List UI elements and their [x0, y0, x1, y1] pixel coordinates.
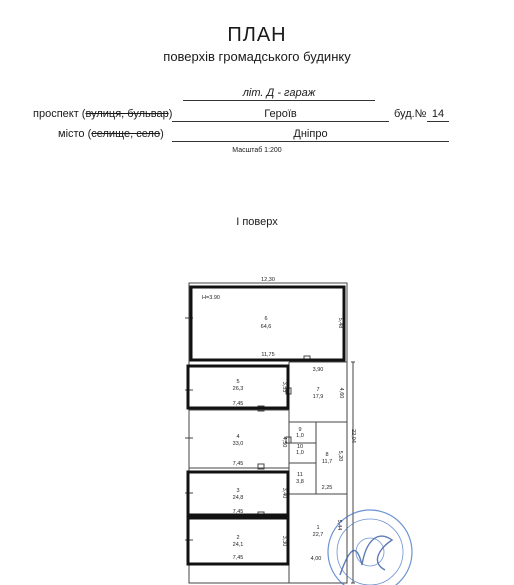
- room-4-area: 33,0: [232, 441, 244, 447]
- top-dim-label: 12,30: [261, 277, 275, 283]
- dim-4-00: 4,00: [310, 556, 322, 562]
- room-3-area: 24,8: [232, 495, 244, 501]
- room-1-id: 1: [316, 525, 320, 531]
- dim-4-60: 4,60: [338, 387, 344, 399]
- street-label: проспект (вулиця, бульвар): [33, 108, 173, 120]
- room-7-area: 17,9: [312, 394, 324, 400]
- room-9-id: 9: [298, 427, 302, 433]
- dim-4-50: 4,50: [281, 436, 287, 448]
- city-struck-text: селище, село: [91, 128, 161, 140]
- city-label: місто (селище, село): [58, 128, 164, 140]
- dim-7-45-d: 7,45: [232, 555, 244, 561]
- street-value: Героїв: [172, 108, 389, 122]
- building-lit: літ. Д - гараж: [183, 87, 375, 101]
- room-4-id: 4: [236, 434, 240, 440]
- room-9-area: 1,0: [296, 433, 304, 439]
- room-10-area: 1,0: [296, 450, 304, 456]
- room-11-id: 11: [297, 472, 303, 478]
- room-2-id: 2: [236, 535, 240, 541]
- dim-2-25: 2,25: [321, 485, 333, 491]
- bud-label: буд.№: [394, 108, 427, 120]
- plan-subtitle: поверхів громадського будинку: [163, 49, 351, 64]
- dim-5-48: 5,48: [337, 317, 343, 329]
- dim-3-40: 3,40: [281, 487, 287, 499]
- dim-7-45-a: 7,45: [232, 401, 244, 407]
- room-6-id: 6: [264, 316, 268, 322]
- room-1-area: 22,7: [312, 532, 324, 538]
- plan-title: ПЛАН: [227, 24, 287, 46]
- dim-7-45-b: 7,45: [232, 461, 244, 467]
- dim-11-75: 11,75: [261, 352, 275, 358]
- room-3-id: 3: [236, 488, 240, 494]
- bud-value: 14: [427, 108, 449, 122]
- room-5-area: 26,3: [232, 386, 244, 392]
- dim-5-20: 5,20: [337, 450, 343, 462]
- floor-label: І поверх: [236, 216, 278, 228]
- street-struck-text: вулиця, бульвар: [85, 108, 169, 120]
- city-value: Дніпро: [172, 128, 449, 142]
- room-5-id: 5: [236, 379, 240, 385]
- room-2-area: 24,1: [232, 542, 244, 548]
- dim-3-90: 3,90: [312, 367, 324, 373]
- dim-22-04: 22,04: [350, 429, 356, 443]
- room-8-area: 11,7: [321, 459, 333, 465]
- scale-label: Масштаб 1:200: [232, 147, 282, 154]
- room-7-id: 7: [316, 387, 320, 393]
- room-6-area: 64,6: [260, 324, 272, 330]
- room-11-area: 3,8: [296, 479, 304, 485]
- room-8-id: 8: [325, 452, 329, 458]
- dim-5-44: 5,44: [336, 519, 342, 531]
- dim-7-45-c: 7,45: [232, 509, 244, 515]
- dim-3-30: 3,30: [281, 535, 287, 547]
- dim-3-53: 3,53: [281, 381, 287, 393]
- height-note: Н=3.90: [202, 295, 220, 301]
- room-10-id: 10: [296, 444, 304, 450]
